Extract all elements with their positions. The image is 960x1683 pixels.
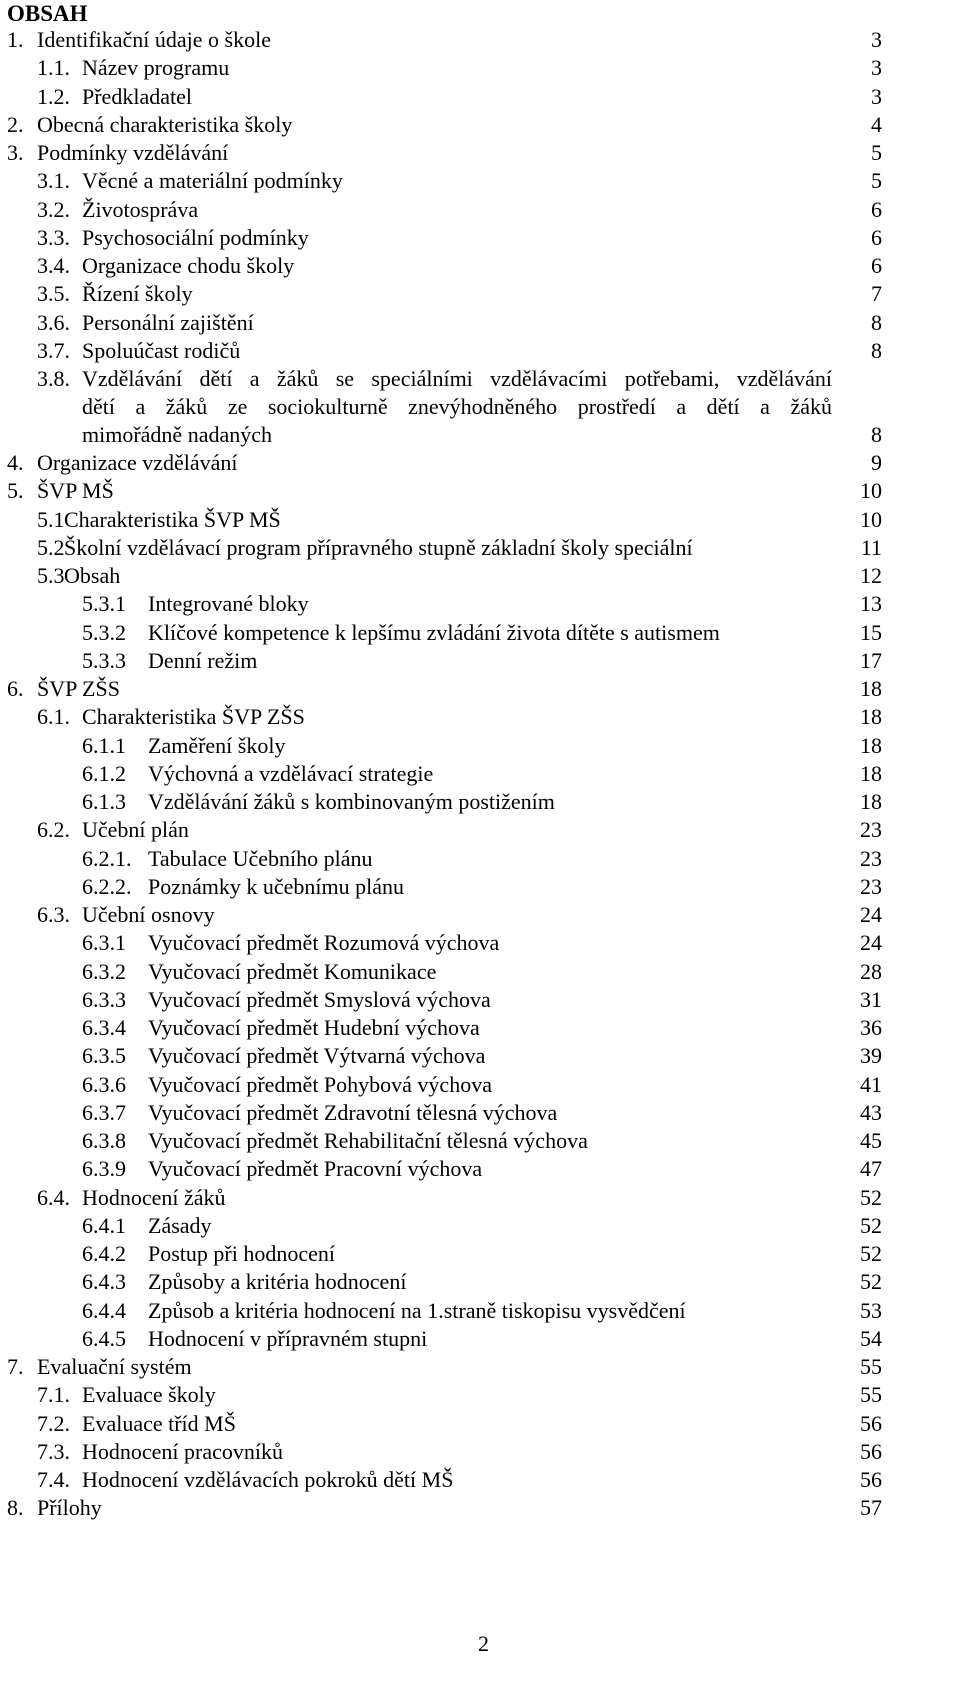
toc-entry-text: Věcné a materiální podmínky <box>82 168 343 194</box>
toc-entry-number: 1. <box>7 27 24 52</box>
toc-entry-number: 7.2. <box>37 1410 70 1436</box>
toc-entry-text: Podmínky vzdělávání <box>37 140 229 165</box>
toc-entry-page: 10 <box>860 478 882 504</box>
toc-entry[interactable] <box>0 309 960 337</box>
toc-entry-text: Učební osnovy <box>82 902 215 927</box>
toc-entry-page: 18 <box>860 704 882 730</box>
toc-entry[interactable] <box>0 506 960 534</box>
toc-entry-page: 31 <box>860 986 882 1012</box>
toc-entry-text: Zaměření školy <box>148 732 286 758</box>
toc-entry[interactable] <box>0 703 960 731</box>
toc-entry[interactable] <box>0 1466 960 1494</box>
toc-entry-page: 56 <box>860 1410 882 1436</box>
toc-entry[interactable] <box>0 732 960 760</box>
toc-entry[interactable] <box>0 562 960 590</box>
toc-entry-text: Hodnocení pracovníků <box>82 1438 283 1464</box>
toc-entry[interactable] <box>0 986 960 1014</box>
toc-entry[interactable] <box>0 252 960 280</box>
toc-entry-text-line: dětí a žáků ze sociokulturně znevýhodněného prostředí a dětí a žáků <box>82 394 832 419</box>
toc-entry-number: 6.3.7 <box>82 1099 126 1125</box>
toc-entry-page: 15 <box>860 619 882 645</box>
toc-entry[interactable] <box>0 26 960 54</box>
toc-entry-number: 6. <box>7 676 24 701</box>
toc-entry-text: Hodnocení žáků <box>82 1184 226 1210</box>
toc-entry-text: Klíčové kompetence k lepšímu zvládání života dítěte s autismem <box>148 619 720 645</box>
toc-entry-text: Poznámky k učebnímu plánu <box>148 873 405 899</box>
toc-entry-number: 6.4.2 <box>82 1241 126 1266</box>
toc-entry[interactable] <box>0 1268 960 1296</box>
toc-entry-page: 47 <box>860 1156 882 1182</box>
toc-entry[interactable] <box>0 1410 960 1438</box>
toc-entry-number: 2. <box>7 111 24 137</box>
toc-entry-page: 52 <box>860 1212 882 1238</box>
toc-entry-number: 5.3 <box>37 563 65 588</box>
toc-entry[interactable] <box>0 1014 960 1042</box>
toc-entry-page: 18 <box>860 760 882 786</box>
toc-entry-text: Organizace vzdělávání <box>37 450 238 475</box>
toc-entry-page: 41 <box>860 1071 882 1097</box>
toc-entry-page: 39 <box>860 1043 882 1069</box>
toc-entry-number: 3.6. <box>37 309 70 335</box>
toc-entry-page: 3 <box>871 83 882 109</box>
toc-entry-number: 6.4.3 <box>82 1269 126 1295</box>
toc-entry-page: 8 <box>871 337 882 363</box>
toc-entry-page: 24 <box>860 902 882 927</box>
toc-entry-text: Vyučovací předmět Pracovní výchova <box>148 1156 483 1182</box>
toc-entry[interactable] <box>0 54 960 82</box>
toc-entry[interactable] <box>0 1184 960 1212</box>
toc-entry[interactable] <box>0 1155 960 1183</box>
toc-entry-text: Životospráva <box>82 196 199 222</box>
toc-entry-number: 6.3.5 <box>82 1043 126 1069</box>
toc-entry-text: Vyučovací předmět Smyslová výchova <box>148 986 491 1012</box>
toc-entry-text: Školní vzdělávací program přípravného stupně základní školy speciální <box>64 534 693 560</box>
toc-entry-text: Vyučovací předmět Výtvarná výchova <box>148 1043 486 1069</box>
toc-entry-text: Vyučovací předmět Pohybová výchova <box>148 1071 492 1097</box>
toc-entry[interactable] <box>0 477 960 505</box>
toc-entry-text <box>82 365 960 449</box>
toc-entry-text: Hodnocení v přípravném stupni <box>148 1325 428 1351</box>
toc-entry-page: 45 <box>860 1128 882 1153</box>
toc-entry-number: 3.2. <box>37 196 70 222</box>
toc-entry-page: 3 <box>871 55 882 81</box>
toc-entry-text: ŠVP MŠ <box>37 478 114 504</box>
toc-entry-text: Personální zajištění <box>82 309 254 335</box>
toc-entry-text: Výchovná a vzdělávací strategie <box>148 760 434 786</box>
toc-entry-text: Evaluace tříd MŠ <box>82 1410 236 1436</box>
page-title: OBSAH <box>7 1 88 26</box>
toc-entry[interactable] <box>0 139 960 167</box>
toc-entry-text: Organizace chodu školy <box>82 253 295 278</box>
toc-entry-number: 6.1.1 <box>82 732 126 758</box>
toc-entry-number: 6.3.3 <box>82 986 126 1012</box>
toc-entry-number: 5.3.1 <box>82 591 126 617</box>
toc-entry-text: Vyučovací předmět Rozumová výchova <box>148 930 500 956</box>
toc-entry[interactable] <box>0 280 960 308</box>
toc-entry-number: 6.3.9 <box>82 1156 126 1182</box>
toc-entry-page: 28 <box>860 958 882 984</box>
toc-entry-page: 13 <box>860 591 882 617</box>
toc-entry-number: 6.2. <box>37 817 70 843</box>
toc-entry-page: 23 <box>860 845 882 871</box>
toc-entry-text: Denní režim <box>148 647 258 673</box>
toc-entry-text: Učební plán <box>82 817 189 843</box>
toc-entry[interactable] <box>0 449 960 477</box>
toc-entry-number: 5.3.2 <box>82 619 126 645</box>
toc-entry-text: Vyučovací předmět Hudební výchova <box>148 1015 480 1040</box>
toc-entry-number: 1.1. <box>37 55 70 81</box>
toc-entry-page: 23 <box>860 817 882 843</box>
toc-entry-text: Identifikační údaje o škole <box>37 27 271 52</box>
toc-entry-number: 5.2 <box>37 534 65 560</box>
toc-entry-page: 5 <box>871 168 882 194</box>
toc-entry-text: Vzdělávání žáků s kombinovaným postižením <box>148 789 555 814</box>
toc-entry-number: 6.3.8 <box>82 1128 126 1153</box>
toc-entry-text: Zásady <box>148 1212 212 1238</box>
toc-entry-number: 3.8. <box>37 366 70 391</box>
toc-entry-number: 5.1 <box>37 506 65 532</box>
toc-entry-number: 6.2.1. <box>82 845 132 871</box>
toc-entry-text: Obsah <box>64 563 121 588</box>
toc-entry-page: 56 <box>860 1467 882 1492</box>
toc-entry-page: 5 <box>871 140 882 165</box>
toc-entry[interactable] <box>0 958 960 986</box>
toc-entry-number: 6.1.3 <box>82 789 126 814</box>
toc-entry-text: Charakteristika ŠVP ZŠS <box>82 704 305 730</box>
toc-entry-number: 6.4.4 <box>82 1297 126 1323</box>
toc-entry-number: 6.3.4 <box>82 1015 126 1040</box>
toc-entry-page: 12 <box>860 563 882 588</box>
toc-entry-page: 18 <box>860 789 882 814</box>
toc-entry-number: 6.1. <box>37 704 70 730</box>
toc-entry[interactable] <box>0 224 960 252</box>
toc-entry-page: 6 <box>871 196 882 222</box>
toc-entry[interactable] <box>0 196 960 224</box>
toc-entry[interactable] <box>0 1494 960 1522</box>
toc-entry-page: 9 <box>871 450 882 475</box>
toc-entry-number: 6.3. <box>37 902 70 927</box>
toc-entry-number: 3.7. <box>37 337 70 363</box>
toc-entry-page: 11 <box>860 534 882 560</box>
toc-entry[interactable] <box>0 845 960 873</box>
toc-entry-page: 18 <box>860 676 882 701</box>
toc-entry[interactable] <box>0 619 960 647</box>
toc-entry-text-line: Vzdělávání dětí a žáků se speciálními vzdělávacími potřebami, vzdělávání <box>82 366 832 391</box>
toc-entry-page: 7 <box>871 281 882 307</box>
toc-entry-number: 6.4.1 <box>82 1212 126 1238</box>
toc-entry[interactable] <box>0 873 960 901</box>
toc-entry-number: 6.3.2 <box>82 958 126 984</box>
toc-entry[interactable] <box>0 675 960 703</box>
toc-entry[interactable] <box>0 1212 960 1240</box>
toc-entry-number: 8. <box>7 1495 24 1521</box>
toc-entry[interactable] <box>0 1438 960 1466</box>
toc-entry-text: Evaluace školy <box>82 1382 216 1408</box>
toc-entry[interactable] <box>0 788 960 816</box>
toc-entry-number: 3.5. <box>37 281 70 307</box>
toc-entry-page: 23 <box>860 873 882 899</box>
toc-entry-page: 55 <box>860 1354 882 1379</box>
toc-entry-text: Řízení školy <box>82 281 193 307</box>
toc-entry[interactable] <box>0 590 960 618</box>
toc-entry-page: 18 <box>860 732 882 758</box>
toc-entry-text: Spoluúčast rodičů <box>82 337 241 363</box>
toc-entry-number: 6.3.1 <box>82 930 126 956</box>
toc-entry[interactable] <box>0 365 960 449</box>
toc-entry-page: 24 <box>860 930 882 956</box>
toc-entry-number: 5.3.3 <box>82 647 126 673</box>
toc-entry-page: 8 <box>871 309 882 335</box>
toc-entry[interactable] <box>0 647 960 675</box>
toc-entry-number: 7.4. <box>37 1467 70 1492</box>
toc-entry-number: 7. <box>7 1354 24 1379</box>
toc-entry-text: Integrované bloky <box>148 591 309 617</box>
toc-entry[interactable] <box>0 816 960 844</box>
toc-entry-page: 10 <box>860 506 882 532</box>
toc-entry[interactable] <box>0 111 960 139</box>
toc-entry-page: 36 <box>860 1015 882 1040</box>
toc-entry-text: Způsoby a kritéria hodnocení <box>148 1269 407 1295</box>
toc-entry[interactable] <box>0 1381 960 1409</box>
toc-entry-text-line: mimořádně nadaných <box>82 422 272 447</box>
toc-entry-page: 52 <box>860 1269 882 1295</box>
toc-entry[interactable] <box>0 337 960 365</box>
toc-entry-page: 43 <box>860 1099 882 1125</box>
toc-entry[interactable] <box>0 760 960 788</box>
toc-entry[interactable] <box>0 1240 960 1268</box>
toc-entry-text: Psychosociální podmínky <box>82 224 309 250</box>
toc-entry-page: 52 <box>860 1184 882 1210</box>
toc-entry[interactable] <box>0 1071 960 1099</box>
toc-entry-page: 3 <box>871 27 882 52</box>
toc-entry-number: 5. <box>7 478 24 504</box>
toc-entry[interactable] <box>0 1127 960 1155</box>
toc-entry-number: 7.3. <box>37 1438 70 1464</box>
table-of-contents <box>0 26 960 1523</box>
toc-entry-number: 6.1.2 <box>82 760 126 786</box>
toc-entry-number: 3.3. <box>37 224 70 250</box>
toc-entry-page: 6 <box>871 224 882 250</box>
toc-entry-page: 54 <box>860 1325 882 1351</box>
toc-entry-text: Evaluační systém <box>37 1354 192 1379</box>
toc-entry-text: Vyučovací předmět Zdravotní tělesná výchova <box>148 1099 558 1125</box>
toc-entry-text: Předkladatel <box>82 83 192 109</box>
toc-entry[interactable] <box>0 83 960 111</box>
toc-entry-number: 6.2.2. <box>82 873 132 899</box>
toc-entry-text: Obecná charakteristika školy <box>37 111 293 137</box>
toc-entry-number: 6.4.5 <box>82 1325 126 1351</box>
toc-entry[interactable] <box>0 1297 960 1325</box>
toc-entry-page: 57 <box>860 1495 882 1521</box>
toc-entry-text: Hodnocení vzdělávacích pokroků dětí MŠ <box>82 1467 454 1492</box>
toc-entry-number: 3.4. <box>37 253 70 278</box>
toc-entry[interactable] <box>0 1325 960 1353</box>
toc-entry-text: Tabulace Učebního plánu <box>148 845 373 871</box>
toc-entry-text: Přílohy <box>37 1495 102 1521</box>
toc-entry-text: Vyučovací předmět Komunikace <box>148 958 437 984</box>
toc-entry[interactable] <box>0 534 960 562</box>
toc-entry-text: Postup při hodnocení <box>148 1241 335 1266</box>
toc-entry-number: 6.4. <box>37 1184 70 1210</box>
toc-entry-number: 7.1. <box>37 1382 70 1408</box>
toc-entry-text: Charakteristika ŠVP MŠ <box>64 506 281 532</box>
toc-entry-number: 3. <box>7 140 24 165</box>
toc-entry-page: 4 <box>871 111 882 137</box>
toc-entry-page: 17 <box>860 647 882 673</box>
toc-entry[interactable] <box>0 929 960 957</box>
toc-entry[interactable] <box>0 167 960 195</box>
toc-entry[interactable] <box>0 1042 960 1070</box>
footer-page-number: 2 <box>478 1631 489 1656</box>
toc-entry-text: Vyučovací předmět Rehabilitační tělesná výchova <box>148 1128 588 1153</box>
toc-entry-text: Název programu <box>82 55 230 81</box>
toc-entry-page: 52 <box>860 1241 882 1266</box>
toc-entry-text: Způsob a kritéria hodnocení na 1.straně tiskopisu vysvědčení <box>148 1297 686 1323</box>
toc-entry-number: 4. <box>7 450 24 475</box>
toc-entry-number: 6.3.6 <box>82 1071 126 1097</box>
toc-entry-number: 3.1. <box>37 168 70 194</box>
toc-entry-page: 56 <box>860 1438 882 1464</box>
toc-entry[interactable] <box>0 1099 960 1127</box>
toc-entry-page: 55 <box>860 1382 882 1408</box>
toc-entry-page: 53 <box>860 1297 882 1323</box>
toc-entry-page: 6 <box>871 253 882 278</box>
toc-entry[interactable] <box>0 901 960 929</box>
toc-entry-number: 1.2. <box>37 83 70 109</box>
toc-entry[interactable] <box>0 1353 960 1381</box>
toc-entry-text: ŠVP ZŠS <box>37 676 120 701</box>
toc-entry-page: 8 <box>871 422 882 447</box>
